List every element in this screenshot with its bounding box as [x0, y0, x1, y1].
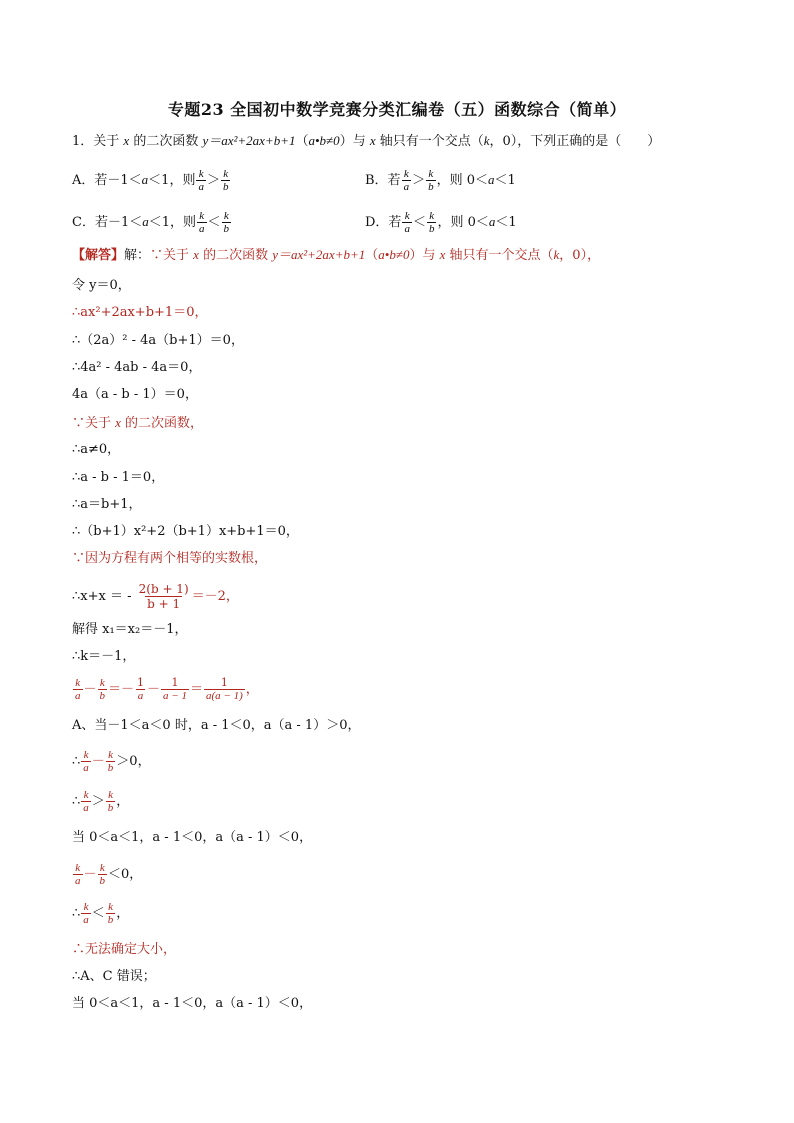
fraction: $\frac{k}{b}$ — [107, 901, 114, 926]
solution-line-17: A、当－1＜a＜0 时，a - 1＜0，a（a - 1）＞0， — [72, 718, 361, 733]
solution-line-23: ∴无法确定大小， — [72, 942, 177, 957]
fraction: $\frac{k}{a}$ — [83, 901, 89, 926]
solution-line-2: 令 y＝0， — [72, 278, 131, 293]
fraction: $\frac{k}{a}$ — [403, 168, 410, 193]
solution-line-25: 当 0＜a＜1，a - 1＜0，a（a - 1）＜0， — [72, 996, 313, 1011]
solution-line-19: ∴ $\frac{k}{a}$ ＞ $\frac{k}{b}$ ， — [72, 789, 130, 814]
page-title: 专题23 全国初中数学竞赛分类汇编卷（五）函数综合（简单） — [167, 100, 627, 119]
fraction: $\frac{k}{a}$ — [198, 168, 204, 193]
solution-line-3: ∴ax²+2ax+b+1＝0， — [72, 305, 208, 320]
fraction: $\frac{k}{a}$ — [199, 210, 205, 235]
solution-line-9: ∴a - b - 1＝0， — [72, 470, 165, 485]
solution-line-12: ∵因为方程有两个相等的实数根， — [72, 551, 268, 566]
fraction: $\frac{k}{a}$ — [75, 862, 81, 887]
fraction: $\frac{k}{b}$ — [428, 210, 435, 235]
solution-line-15: ∴k＝－1， — [72, 649, 136, 664]
option-d: D．若 $\frac{k}{a}$ ＜ $\frac{k}{b}$ ，则 0＜a＜1 — [365, 210, 517, 235]
fraction: $\frac{1}{a}$ — [137, 676, 145, 702]
option-c: C．若－1＜a＜1，则 $\frac{k}{a}$ ＜ $\frac{k}{b}$ — [72, 210, 230, 235]
solution-line-10: ∴a＝b+1， — [72, 497, 142, 512]
question-stem: 1．关于 x 的二次函数 y＝ax²+2ax+b+1（a•b≠0）与 x 轴只有一个交点（k，0），下列正确的是（ ） — [72, 133, 661, 149]
solution-line-13: ∴x+x ＝ - $\frac{2(b + 1)}{b + 1}$ ＝－2， — [72, 582, 239, 611]
fraction: $\frac{k}{b}$ — [99, 862, 106, 887]
solution-line-20: 当 0＜a＜1，a - 1＜0，a（a - 1）＜0， — [72, 830, 313, 845]
fraction: $\frac{k}{b}$ — [428, 168, 434, 193]
solution-line-7: ∵关于 x 的二次函数， — [72, 415, 204, 431]
solution-line-8: ∴a≠0， — [72, 442, 121, 457]
fraction: $\frac{k}{b}$ — [223, 210, 230, 235]
solution-line-5: ∴4a² - 4ab - 4a＝0， — [72, 360, 202, 375]
fraction: $\frac{k}{a}$ — [75, 677, 81, 702]
fraction: $\frac{1}{a - 1}$ — [163, 676, 187, 702]
fraction: $\frac{1}{a(a - 1)}$ — [206, 676, 243, 702]
fraction: $\frac{k}{b}$ — [107, 789, 114, 814]
solution-line-24: ∴A、C 错误； — [72, 969, 156, 984]
fraction: $\frac{k}{b}$ — [99, 677, 106, 702]
solution-line-16: $\frac{k}{a}$ － $\frac{k}{b}$ ＝－ $\frac{1}{a}$ － $\frac{1}{a - 1}$ ＝ $\frac{1}{a(a - 1)}$ ， — [75, 676, 259, 702]
fraction: $\frac{k}{a}$ — [83, 789, 89, 814]
solution-line-14: 解得 x₁＝x₂＝－1， — [72, 622, 188, 637]
option-b: B．若 $\frac{k}{a}$ ＞ $\frac{k}{b}$ ，则 0＜a＜1 — [365, 168, 516, 193]
solution-line-4: ∴（2a）² - 4a（b+1）＝0， — [72, 333, 244, 348]
fraction: $\frac{k}{b}$ — [107, 749, 114, 774]
solution-line-22: ∴ $\frac{k}{a}$ ＜ $\frac{k}{b}$ ， — [72, 901, 130, 926]
fraction: $\frac{2(b + 1)}{b + 1}$ — [138, 582, 189, 611]
fraction: $\frac{k}{b}$ — [222, 168, 229, 193]
solution-line-11: ∴（b+1）x²+2（b+1）x+b+1＝0， — [72, 524, 299, 539]
solution-line-18: ∴ $\frac{k}{a}$ － $\frac{k}{b}$ ＞0， — [72, 749, 151, 774]
fraction: $\frac{k}{a}$ — [83, 749, 89, 774]
solution-line-21: $\frac{k}{a}$ － $\frac{k}{b}$ ＜0， — [75, 862, 143, 887]
solution-line-6: 4a（a - b - 1）＝0， — [72, 387, 198, 402]
option-a: A．若－1＜a＜1，则 $\frac{k}{a}$ ＞ $\frac{k}{b}$ — [72, 168, 229, 193]
fraction: $\frac{k}{a}$ — [404, 210, 410, 235]
solution-line-1: 【解答】解：∵关于 x 的二次函数 y＝ax²+2ax+b+1（a•b≠0）与 x 轴只有一个交点（k，0）， — [72, 247, 601, 263]
